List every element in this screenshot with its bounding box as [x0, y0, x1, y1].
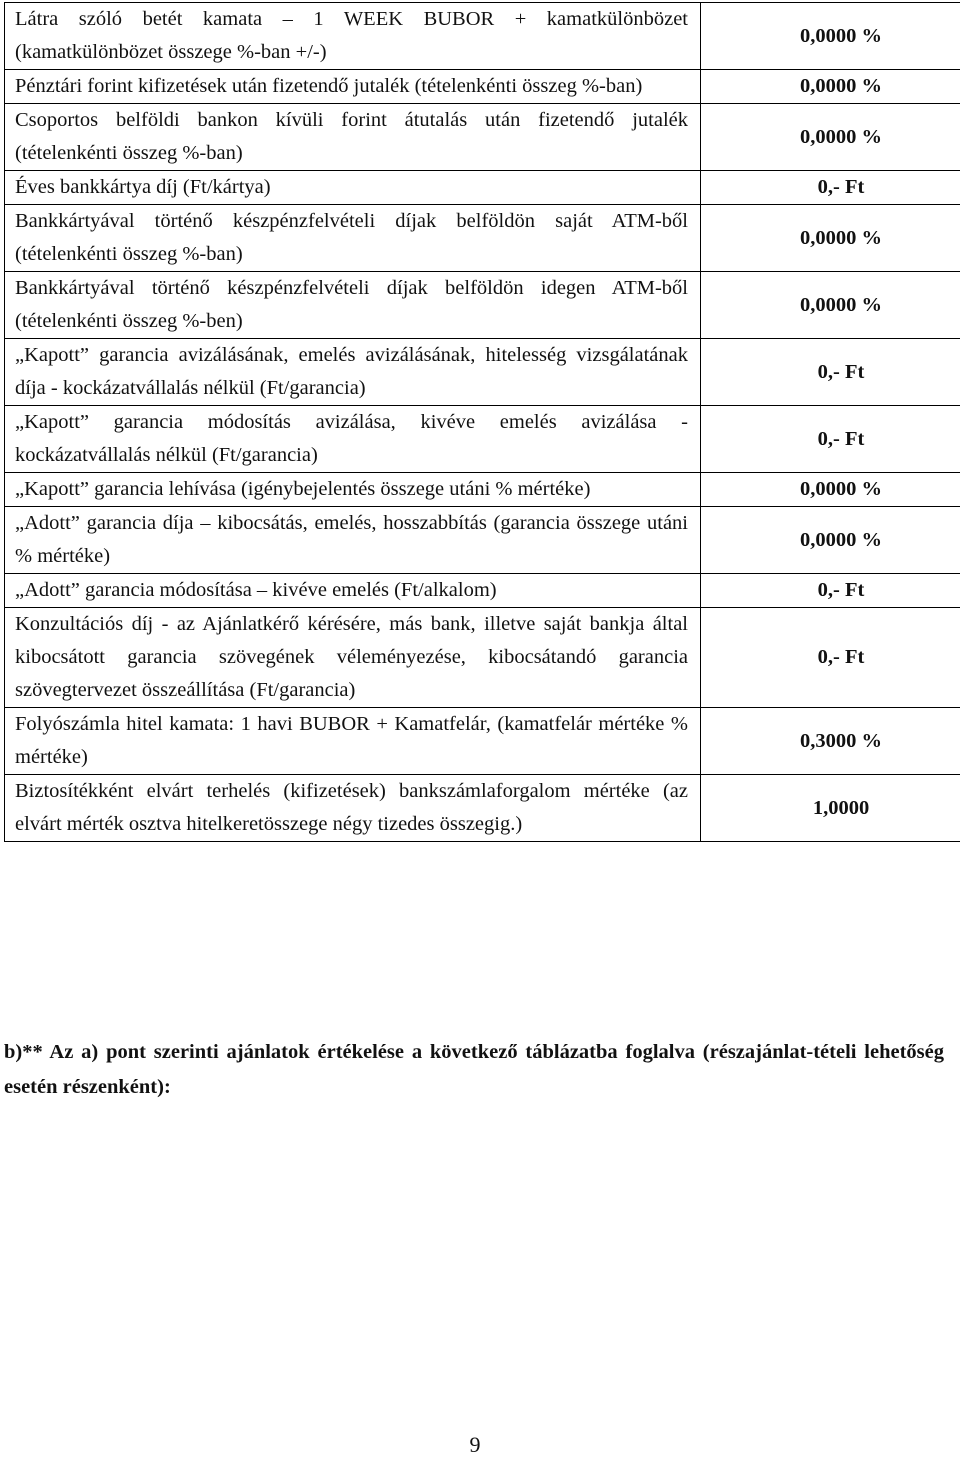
row-label: „Kapott” garancia avizálásának, emelés avizálásának, hitelesség vizsgálatának díja - kockázatvállalás nélkül (Ft/garancia) [5, 339, 701, 406]
row-value: 0,3000 % [701, 708, 960, 775]
row-value: 0,- Ft [701, 608, 960, 708]
row-label: Látra szóló betét kamata – 1 WEEK BUBOR + kamatkülönbözet (kamatkülönbözet összege %-ban +/-) [5, 3, 701, 70]
table-row [5, 473, 960, 507]
page-number: 9 [469, 1432, 481, 1457]
row-value: 0,0000 % [701, 205, 960, 272]
table-row [5, 205, 960, 272]
table-row [5, 775, 960, 842]
row-value: 0,0000 % [701, 473, 960, 507]
row-label: „Adott” garancia díja – kibocsátás, emelés, hosszabbítás (garancia összege utáni % mértéke) [5, 507, 701, 574]
table-row [5, 3, 960, 70]
row-label: Csoportos belföldi bankon kívüli forint átutalás után fizetendő jutalék (tételenkénti összeg %-ban) [5, 104, 701, 171]
row-value: 0,- Ft [701, 171, 960, 205]
row-label: „Kapott” garancia módosítás avizálása, kivéve emelés avizálása - kockázatvállalás nélkül (Ft/garancia) [5, 406, 701, 473]
table-row [5, 104, 960, 171]
table-row [5, 608, 960, 708]
fee-table [4, 2, 960, 842]
row-label: Bankkártyával történő készpénzfelvételi díjak belföldön idegen ATM-ből (tételenkénti összeg %-ben) [5, 272, 701, 339]
row-value: 0,0000 % [701, 272, 960, 339]
table-row [5, 708, 960, 775]
table-row [5, 272, 960, 339]
row-value: 0,0000 % [701, 104, 960, 171]
table-row [5, 171, 960, 205]
row-value: 0,- Ft [701, 574, 960, 608]
table-row [5, 339, 960, 406]
table-row [5, 574, 960, 608]
table-row [5, 507, 960, 574]
row-label: Pénztári forint kifizetések után fizetendő jutalék (tételenkénti összeg %-ban) [5, 70, 701, 104]
section-b-heading: b)** Az a) pont szerinti ajánlatok értékelése a következő táblázatba foglalva (részajánlat-tételi lehetőség esetén részenként): [4, 1041, 944, 1098]
row-value: 0,- Ft [701, 339, 960, 406]
row-label: Folyószámla hitel kamata: 1 havi BUBOR + Kamatfelár, (kamatfelár mértéke % mértéke) [5, 708, 701, 775]
table-row [5, 406, 960, 473]
row-label: „Kapott” garancia lehívása (igénybejelentés összege utáni % mértéke) [5, 473, 701, 507]
row-label: „Adott” garancia módosítása – kivéve emelés (Ft/alkalom) [5, 574, 701, 608]
row-label: Éves bankkártya díj (Ft/kártya) [5, 171, 701, 205]
row-label: Bankkártyával történő készpénzfelvételi díjak belföldön saját ATM-ből (tételenkénti összeg %-ban) [5, 205, 701, 272]
table-row [5, 70, 960, 104]
row-value: 1,0000 [701, 775, 960, 842]
row-value: 0,0000 % [701, 70, 960, 104]
row-value: 0,0000 % [701, 3, 960, 70]
row-value: 0,- Ft [701, 406, 960, 473]
row-label: Biztosítékként elvárt terhelés (kifizetések) bankszámlaforgalom mértéke (az elvárt mérték osztva hitelkeretösszege négy tizedes összegig.) [5, 775, 701, 842]
row-label: Konzultációs díj - az Ajánlatkérő kérésére, más bank, illetve saját bankja által kibocsátott garancia szövegének véleményezése, kibocsátandó garancia szövegtervezet összeállítása (Ft/garancia) [5, 608, 701, 708]
row-value: 0,0000 % [701, 507, 960, 574]
